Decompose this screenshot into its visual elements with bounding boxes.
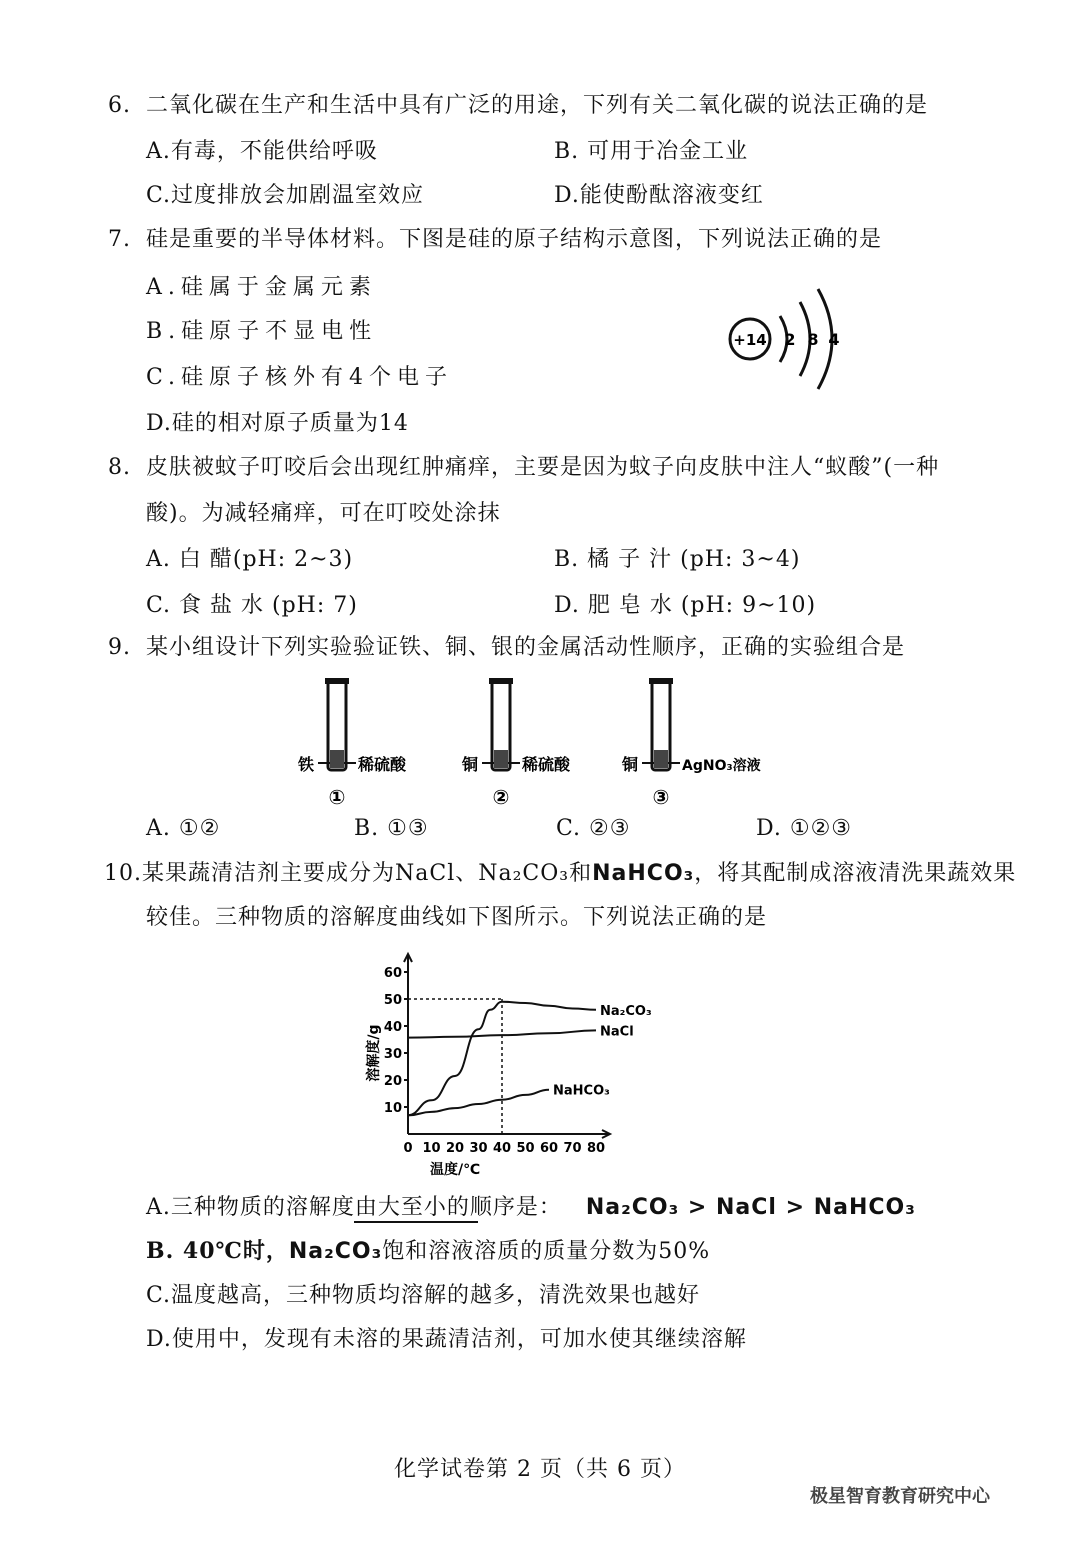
q10-option-d: D.使用中，发现有未溶的果蔬清洁剂，可加水使其继续溶解: [146, 1327, 747, 1352]
tube-2-label: ②: [492, 785, 510, 809]
test-tube-3: [621, 678, 761, 809]
y-tick-label: 50: [383, 993, 402, 1008]
q9-option-d: D. ①②③: [756, 816, 853, 841]
q7-option-d: D.硅的相对原子质量为14: [146, 411, 409, 436]
test-tube-1: [297, 678, 407, 809]
q10-stem-line2: 较佳。三种物质的溶解度曲线如下图所示。下列说法正确的是: [146, 905, 768, 930]
q6-option-d: D.能使酚酞溶液变红: [554, 183, 764, 208]
q7-number: 7.: [108, 227, 131, 252]
q9-stem: [108, 630, 905, 661]
q7-option-a: A.硅属于金属元素: [146, 275, 377, 300]
q8-stem-text: 皮肤被蚊子叮咬后会出现红肿痛痒，主要是因为蚊子向皮肤中注人“蚁酸”(一种: [146, 455, 940, 480]
x-tick-label: 80: [586, 1141, 606, 1156]
x-tick-label: 70: [563, 1141, 582, 1156]
test-tube-2: [461, 678, 571, 809]
q8-stem-line2: 酸)。为减轻痛痒，可在叮咬处涂抹: [146, 501, 501, 526]
q6-stem: [108, 88, 928, 119]
q10-option-c: C.温度越高，三种物质均溶解的越多，清洗效果也越好: [146, 1283, 701, 1308]
q10-option-b: [146, 1234, 710, 1265]
tube-2-metal: 铜: [462, 755, 479, 774]
silicon-atom-diagram: [718, 284, 858, 394]
q10-option-b-formula: Na₂CO₃: [288, 1239, 383, 1264]
tube-3-solution: AgNO₃溶液: [682, 758, 761, 774]
q7-option-c: C.硅原子核外有4个电子: [146, 365, 454, 390]
tube-1-label: ①: [328, 785, 346, 809]
q10-stem-c: ，将其配制成溶液清洗果蔬效果: [694, 861, 1017, 886]
q7-option-b: B.硅原子不显电性: [146, 319, 378, 344]
tube-1-metal: 铁: [298, 755, 315, 774]
q10-underline-rule: [354, 1221, 478, 1223]
x-tick-label: 60: [539, 1141, 559, 1156]
shell-electrons-2: 8: [807, 330, 819, 349]
nucleus-charge: +14: [733, 331, 767, 349]
y-axis-label: 溶解度/g: [366, 1024, 382, 1082]
q6-option-a: A.有毒，不能供给呼吸: [146, 139, 378, 164]
q10-stem-line1: [104, 856, 1016, 887]
q10-option-a-text: A.三种物质的溶解度由大至小的顺序是：: [146, 1195, 562, 1220]
y-tick-label: 40: [383, 1020, 402, 1035]
shell-electrons-1: 2: [784, 330, 796, 349]
x-tick-label: 40: [492, 1141, 512, 1156]
tube-2-solution: 稀硫酸: [522, 755, 571, 774]
shell-electrons-3: 4: [828, 330, 840, 349]
x-tick-label: 10: [422, 1141, 441, 1156]
q7-stem-text: 硅是重要的半导体材料。下图是硅的原子结构示意图，下列说法正确的是: [146, 227, 883, 252]
y-tick-label: 10: [383, 1101, 402, 1116]
series-na2co3-label: Na₂CO₃: [600, 1003, 652, 1019]
y-tick-label: 30: [383, 1047, 402, 1062]
x-tick-label: 30: [469, 1141, 488, 1156]
q6-option-b: B. 可用于冶金工业: [554, 139, 749, 164]
page-footer: 化学试卷第 2 页（共 6 页）: [394, 1457, 686, 1482]
q10-option-a-formula: Na₂CO₃ > NaCl > NaHCO₃: [585, 1195, 916, 1220]
tube-1-solution: 稀硫酸: [358, 755, 407, 774]
q8-stem-line1: [108, 450, 939, 481]
q6-number: 6.: [108, 93, 131, 118]
tube-3-metal: 铜: [622, 755, 639, 774]
x-tick-label: 0: [403, 1141, 413, 1156]
y-tick-label: 20: [383, 1074, 402, 1089]
q9-stem-text: 某小组设计下列实验验证铁、铜、银的金属活动性顺序，正确的实验组合是: [146, 635, 906, 660]
q6-stem-text: 二氧化碳在生产和生活中具有广泛的用途，下列有关二氧化碳的说法正确的是: [146, 93, 929, 118]
test-tube-diagram: [290, 672, 770, 812]
q10-option-a: [146, 1190, 916, 1221]
q8-number: 8.: [108, 455, 131, 480]
watermark: 极星智育教育研究中心: [810, 1486, 990, 1507]
q9-number: 9.: [108, 635, 131, 660]
q8-option-c: C. 食 盐 水 (pH: 7): [146, 593, 358, 618]
q6-option-c: C.过度排放会加剧温室效应: [146, 183, 425, 208]
q7-stem: [108, 222, 882, 253]
q10-option-b-prefix: B. 40℃时，: [146, 1238, 289, 1264]
solubility-chart: [356, 950, 656, 1180]
tube-3-label: ③: [652, 785, 670, 809]
q9-option-a: A. ①②: [146, 816, 221, 841]
q8-option-a: A. 白 醋(pH: 2~3): [146, 547, 354, 572]
q10-option-b-suffix: 饱和溶液溶质的质量分数为50%: [382, 1239, 711, 1264]
x-tick-label: 50: [516, 1141, 535, 1156]
q8-option-b: B. 橘 子 汁 (pH: 3~4): [554, 547, 801, 572]
series-nacl-label: NaCl: [600, 1024, 634, 1040]
q9-option-b: B. ①③: [354, 816, 429, 841]
series-nahco3-line: [408, 1090, 549, 1116]
q10-number: 10.: [104, 861, 142, 886]
q10-stem-nahco3: NaHCO₃: [592, 861, 695, 886]
q8-option-d: D. 肥 皂 水 (pH: 9~10): [554, 593, 817, 618]
x-tick-label: 20: [445, 1141, 465, 1156]
y-tick-label: 60: [383, 966, 402, 981]
q9-option-c: C. ②③: [556, 816, 631, 841]
series-nahco3-label: NaHCO₃: [553, 1083, 610, 1099]
x-axis-label: 温度/℃: [429, 1162, 481, 1178]
q10-stem-a: 某果蔬清洁剂主要成分为NaCl、Na₂CO₃和: [142, 861, 593, 886]
